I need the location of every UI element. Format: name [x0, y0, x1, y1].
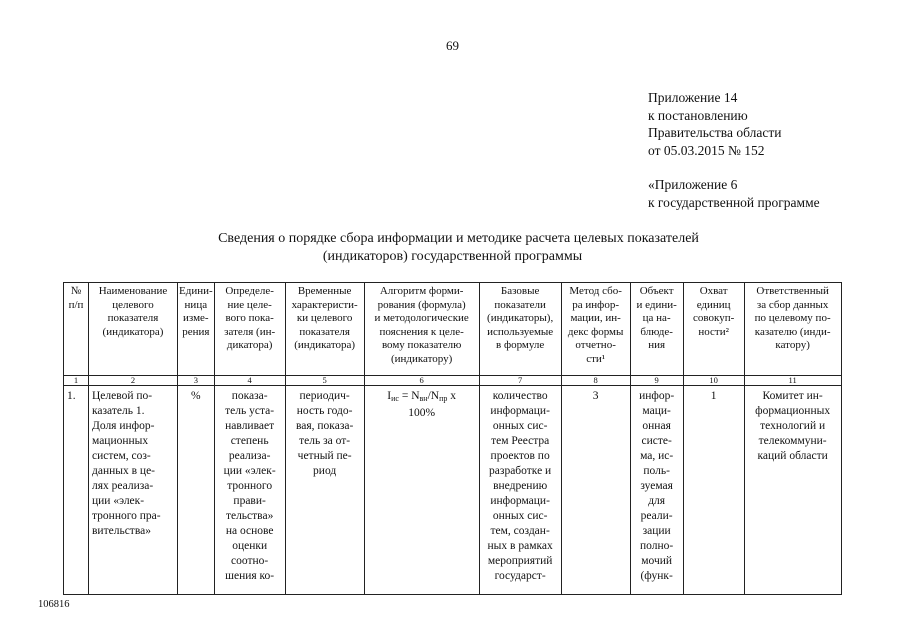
cell-line: онных сис-: [492, 420, 548, 432]
cell-line: онная: [642, 420, 671, 432]
cell-line: каций области: [757, 450, 828, 462]
base-indicators-cell: [479, 386, 561, 595]
cell-line: декс формы: [567, 325, 624, 338]
formula-cell: [364, 386, 479, 595]
cell-line: инфор-: [639, 390, 675, 402]
cell-line: зуемая: [640, 480, 673, 492]
cell-line: тельства»: [225, 510, 274, 522]
cell-line: Целевой по-: [92, 390, 153, 402]
cell-line: ность годо-: [296, 405, 353, 417]
observation-object-cell: [630, 386, 683, 595]
cell-line: за сбор данных: [756, 298, 829, 311]
header-cell: [178, 283, 215, 376]
cell-line: и едини-: [636, 298, 677, 311]
cell-line: разработке и: [489, 465, 552, 477]
header-cell: [214, 283, 285, 376]
indicators-table: [63, 282, 842, 595]
column-number-cell: 7: [479, 376, 561, 386]
column-number-cell: 2: [89, 376, 178, 386]
table-row: [64, 386, 842, 595]
table-header-row: [64, 283, 842, 376]
cell-line: Определе-: [225, 285, 274, 297]
cell-line: поль-: [643, 465, 670, 477]
formula-line-2: 100%: [408, 407, 436, 419]
collection-method-cell: 3: [561, 386, 630, 595]
cell-line: Едини-: [179, 285, 213, 297]
cell-line: ных в рамках: [487, 540, 553, 552]
header-cell: [89, 283, 178, 376]
cell-line: периодич-: [299, 390, 350, 402]
cell-line: вого пока-: [225, 312, 274, 324]
cell-line: телекоммуни-: [758, 435, 827, 447]
cell-line: мероприятий: [487, 555, 553, 567]
cell-line: дикатора): [226, 339, 273, 351]
time-characteristics-cell: [285, 386, 364, 595]
cell-line: риод: [313, 465, 337, 477]
cell-line: ние целе-: [227, 298, 272, 311]
cell-line: казатель 1.: [92, 405, 145, 417]
cell-line: тронного пра-: [92, 510, 161, 522]
header-cell: [561, 283, 630, 376]
cell-line: рения: [182, 325, 210, 338]
cell-line: по целевому по-: [754, 312, 831, 324]
cell-line: рования (формула): [377, 298, 466, 311]
cell-line: шения ко-: [225, 570, 275, 582]
appendix-14-line: Приложение 14: [648, 90, 738, 105]
cell-line: (функ-: [640, 570, 673, 582]
cell-line: Временные: [297, 285, 352, 297]
cell-line: Базовые: [500, 285, 540, 297]
cell-line: для: [648, 495, 666, 507]
cell-line: пояснения к целе-: [379, 325, 464, 338]
cell-line: единиц: [696, 298, 731, 311]
cell-line: технологий и: [760, 420, 826, 432]
column-number-cell: 9: [630, 376, 683, 386]
header-cell: [64, 283, 89, 376]
header-cell: [683, 283, 744, 376]
appendix-14-line: Правительства области: [648, 125, 782, 140]
cell-line: изме-: [183, 312, 209, 324]
formula-n1-subscript: вн: [419, 394, 428, 403]
cell-line: Объект: [639, 285, 674, 297]
cell-line: вительства»: [92, 525, 151, 537]
column-number-cell: 10: [683, 376, 744, 386]
formula-n2-subscript: пр: [439, 394, 448, 403]
document-title-line-2: (индикаторов) государственной программы: [322, 249, 583, 264]
column-number-cell: 6: [364, 376, 479, 386]
formula-tail: x: [447, 390, 456, 402]
responsible-cell: [744, 386, 841, 595]
column-number-cell: 8: [561, 376, 630, 386]
cell-line: четный пе-: [297, 450, 352, 462]
row-number-cell: 1.: [64, 386, 89, 595]
appendix-14-line: к постановлению: [648, 107, 748, 123]
footer-code: 106816: [38, 599, 70, 610]
coverage-cell: 1: [683, 386, 744, 595]
cell-line: вому показателю: [381, 339, 462, 351]
cell-line: ции «элек-: [223, 465, 276, 477]
appendix-6-block: [648, 176, 820, 211]
cell-line: навливает: [225, 420, 275, 432]
header-cell: [364, 283, 479, 376]
column-number-cell: 3: [178, 376, 215, 386]
appendix-14-line: от 05.03.2015 № 152: [648, 142, 765, 158]
cell-line: информаци-: [490, 405, 550, 417]
cell-line: систем, соз-: [92, 450, 151, 462]
cell-line: реализа-: [228, 450, 271, 462]
cell-line: блюде-: [640, 325, 673, 338]
cell-line: показателя: [299, 325, 350, 338]
appendix-6-line: «Приложение 6: [648, 177, 738, 192]
cell-line: информаци-: [490, 495, 550, 507]
cell-line: (индикатора): [102, 325, 164, 338]
cell-line: (индикатора): [294, 339, 356, 351]
cell-line: на основе: [225, 525, 274, 537]
cell-line: показатели: [494, 298, 546, 311]
column-number-cell: 4: [214, 376, 285, 386]
cell-line: соотно-: [231, 555, 269, 567]
cell-line: Алгоритм форми-: [379, 285, 464, 297]
cell-line: Комитет ин-: [762, 390, 823, 402]
cell-line: показа-: [231, 390, 268, 402]
definition-cell: [214, 386, 285, 595]
column-number-row: [64, 376, 842, 386]
cell-line: зации: [642, 525, 671, 537]
cell-line: казателю (инди-: [754, 325, 831, 338]
cell-line: целевого: [112, 298, 154, 311]
cell-line: ции «элек-: [92, 495, 145, 507]
cell-line: государст-: [494, 570, 546, 582]
cell-line: совокуп-: [693, 312, 735, 324]
cell-line: оценки: [232, 540, 268, 552]
header-cell: [630, 283, 683, 376]
cell-line: проектов по: [490, 450, 550, 462]
column-number-cell: 5: [285, 376, 364, 386]
column-number-cell: 1: [64, 376, 89, 386]
cell-line: и методологические: [374, 312, 469, 324]
cell-line: Метод сбо-: [569, 285, 622, 297]
document-title-line-1: Сведения о порядке сбора информации и методике расчета целевых показателей: [218, 231, 699, 246]
cell-line: Доля инфор-: [92, 420, 155, 432]
cell-line: мационных: [92, 435, 149, 447]
cell-line: катору): [775, 339, 810, 351]
cell-line: (индикатору): [390, 352, 453, 365]
cell-line: тель уста-: [225, 405, 275, 417]
cell-line: мочий: [641, 555, 673, 567]
cell-line: формационных: [755, 405, 831, 417]
header-cell: [479, 283, 561, 376]
cell-line: ца на-: [642, 312, 671, 324]
cell-line: вая, показа-: [295, 420, 354, 432]
cell-line: внедрению: [493, 480, 548, 492]
cell-line: реали-: [640, 510, 673, 522]
page-number: 69: [446, 38, 459, 53]
cell-line: количество: [492, 390, 548, 402]
cell-line: тронного: [227, 480, 273, 492]
appendix-14-block: [648, 89, 781, 159]
cell-line: тель за от-: [299, 435, 351, 447]
indicator-name-cell: [89, 386, 178, 595]
cell-line: ра инфор-: [572, 298, 619, 311]
cell-line: ма, ис-: [640, 450, 674, 462]
cell-line: прави-: [233, 495, 266, 507]
unit-cell: %: [178, 386, 215, 595]
cell-line: №: [70, 285, 82, 297]
cell-line: ки целевого: [296, 312, 353, 324]
column-number-cell: 11: [744, 376, 841, 386]
cell-line: используемые: [487, 325, 554, 338]
formula-lhs: I: [387, 390, 392, 402]
appendix-6-line: к государственной программе: [648, 194, 820, 210]
header-cell: [285, 283, 364, 376]
cell-line: характеристи-: [291, 298, 358, 311]
cell-line: зателя (ин-: [224, 325, 276, 338]
cell-line: ния: [648, 339, 666, 351]
cell-line: в формуле: [496, 339, 545, 351]
cell-line: систе-: [641, 435, 672, 447]
cell-line: степень: [230, 435, 269, 447]
cell-line: полно-: [640, 540, 674, 552]
cell-line: ности²: [698, 325, 729, 338]
cell-line: Ответственный: [756, 285, 829, 297]
cell-line: данных в це-: [92, 465, 156, 477]
cell-line: онных сис-: [492, 510, 548, 522]
cell-line: Охват: [699, 285, 728, 297]
cell-line: тем, создан-: [490, 525, 550, 537]
formula-slash: /N: [427, 390, 440, 402]
header-cell: [744, 283, 841, 376]
cell-line: сти¹: [586, 352, 606, 365]
cell-line: Наименование: [98, 285, 168, 297]
cell-line: лях реализа-: [92, 480, 154, 492]
cell-line: ница: [184, 298, 208, 311]
cell-line: п/п: [68, 298, 84, 311]
cell-line: показателя: [107, 312, 159, 324]
formula-eq: = N: [398, 390, 420, 402]
cell-line: отчетно-: [575, 339, 616, 351]
cell-line: маци-: [642, 405, 671, 417]
cell-line: тем Реестра: [491, 435, 550, 447]
formula-lhs-subscript: ис: [391, 394, 399, 403]
cell-line: (индикаторы),: [487, 312, 554, 324]
cell-line: мации, ин-: [570, 312, 621, 324]
